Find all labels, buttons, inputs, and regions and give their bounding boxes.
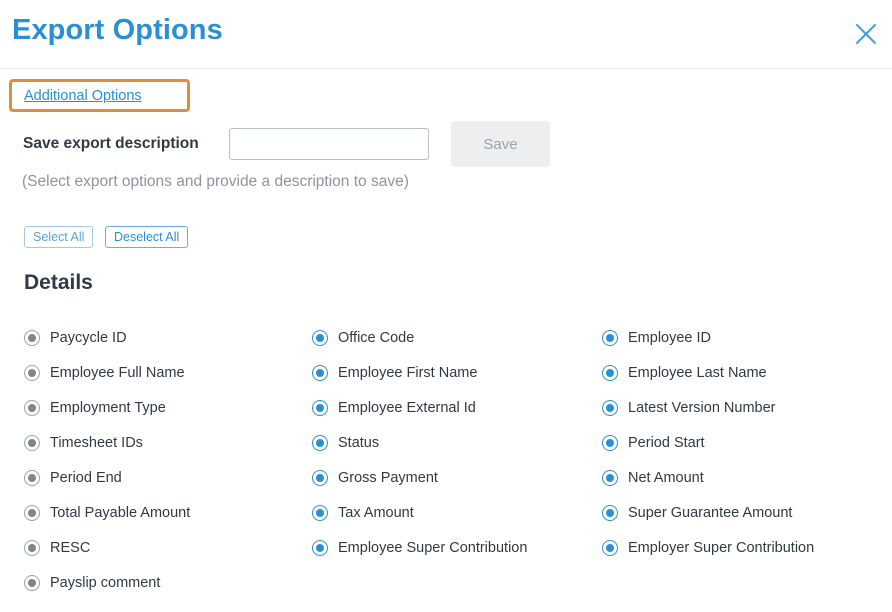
radio-icon[interactable] bbox=[312, 435, 328, 451]
option-label: Employee First Name bbox=[338, 364, 478, 381]
option-item[interactable] bbox=[602, 540, 872, 556]
option-item[interactable] bbox=[602, 400, 872, 416]
option-item[interactable] bbox=[24, 575, 312, 591]
option-label: Super Guarantee Amount bbox=[628, 504, 793, 521]
option-item[interactable] bbox=[312, 365, 602, 381]
option-label: Employee Super Contribution bbox=[338, 539, 528, 556]
option-label: Employee Full Name bbox=[50, 364, 185, 381]
option-item[interactable] bbox=[602, 365, 872, 381]
additional-options-highlight bbox=[9, 79, 190, 112]
save-hint-text: (Select export options and provide a description to save) bbox=[22, 173, 409, 190]
radio-icon[interactable] bbox=[312, 330, 328, 346]
radio-icon[interactable] bbox=[24, 365, 40, 381]
radio-icon[interactable] bbox=[24, 330, 40, 346]
option-label: Latest Version Number bbox=[628, 399, 776, 416]
option-label: Gross Payment bbox=[338, 469, 438, 486]
option-item[interactable] bbox=[24, 435, 312, 451]
option-label: Timesheet IDs bbox=[50, 434, 143, 451]
page-title: Export Options bbox=[12, 14, 223, 46]
radio-icon[interactable] bbox=[312, 470, 328, 486]
option-label: Employee Last Name bbox=[628, 364, 767, 381]
radio-icon[interactable] bbox=[602, 330, 618, 346]
option-label: Net Amount bbox=[628, 469, 704, 486]
option-item[interactable] bbox=[24, 365, 312, 381]
option-label: Payslip comment bbox=[50, 574, 161, 591]
option-label: Period End bbox=[50, 469, 122, 486]
option-label: Employee ID bbox=[628, 329, 712, 346]
radio-icon[interactable] bbox=[602, 400, 618, 416]
deselect-all-button[interactable]: Deselect All bbox=[105, 226, 188, 248]
radio-icon[interactable] bbox=[24, 435, 40, 451]
option-label: Employer Super Contribution bbox=[628, 539, 815, 556]
select-all-button[interactable]: Select All bbox=[24, 226, 93, 248]
additional-options-link[interactable]: Additional Options bbox=[24, 88, 142, 104]
option-item[interactable] bbox=[602, 435, 872, 451]
radio-icon[interactable] bbox=[602, 435, 618, 451]
radio-icon[interactable] bbox=[24, 540, 40, 556]
export-description-input[interactable] bbox=[229, 128, 429, 160]
option-label: Status bbox=[338, 434, 380, 451]
options-row bbox=[24, 495, 874, 530]
options-row bbox=[24, 565, 874, 600]
option-item[interactable] bbox=[312, 540, 602, 556]
options-row bbox=[24, 320, 874, 355]
option-label: Office Code bbox=[338, 329, 415, 346]
save-export-description-label: Save export description bbox=[23, 135, 199, 152]
option-label: Total Payable Amount bbox=[50, 504, 191, 521]
option-item[interactable] bbox=[312, 505, 602, 521]
option-item[interactable] bbox=[24, 400, 312, 416]
options-row bbox=[24, 460, 874, 495]
radio-icon[interactable] bbox=[24, 470, 40, 486]
option-label: Employment Type bbox=[50, 399, 166, 416]
close-icon[interactable] bbox=[854, 22, 878, 46]
radio-icon[interactable] bbox=[312, 365, 328, 381]
option-label: Period Start bbox=[628, 434, 705, 451]
option-item[interactable] bbox=[602, 505, 872, 521]
radio-icon[interactable] bbox=[602, 540, 618, 556]
option-item[interactable] bbox=[312, 400, 602, 416]
radio-icon[interactable] bbox=[24, 400, 40, 416]
option-item[interactable] bbox=[312, 435, 602, 451]
radio-icon[interactable] bbox=[312, 540, 328, 556]
radio-icon[interactable] bbox=[602, 470, 618, 486]
options-row bbox=[24, 530, 874, 565]
radio-icon[interactable] bbox=[602, 365, 618, 381]
header-divider bbox=[0, 68, 892, 69]
details-heading: Details bbox=[24, 271, 93, 294]
radio-icon[interactable] bbox=[602, 505, 618, 521]
option-item[interactable] bbox=[602, 330, 872, 346]
option-label: RESC bbox=[50, 539, 91, 556]
option-item[interactable] bbox=[24, 470, 312, 486]
option-label: Employee External Id bbox=[338, 399, 476, 416]
option-item[interactable] bbox=[24, 540, 312, 556]
save-button[interactable]: Save bbox=[451, 121, 550, 167]
radio-icon[interactable] bbox=[24, 575, 40, 591]
radio-icon[interactable] bbox=[312, 400, 328, 416]
details-options-grid bbox=[24, 320, 874, 600]
options-row bbox=[24, 355, 874, 390]
option-item[interactable] bbox=[24, 330, 312, 346]
option-label: Tax Amount bbox=[338, 504, 414, 521]
option-item[interactable] bbox=[602, 470, 872, 486]
option-item[interactable] bbox=[312, 330, 602, 346]
radio-icon[interactable] bbox=[312, 505, 328, 521]
option-label: Paycycle ID bbox=[50, 329, 127, 346]
options-row bbox=[24, 425, 874, 460]
options-row bbox=[24, 390, 874, 425]
radio-icon[interactable] bbox=[24, 505, 40, 521]
option-item[interactable] bbox=[312, 470, 602, 486]
option-item[interactable] bbox=[24, 505, 312, 521]
